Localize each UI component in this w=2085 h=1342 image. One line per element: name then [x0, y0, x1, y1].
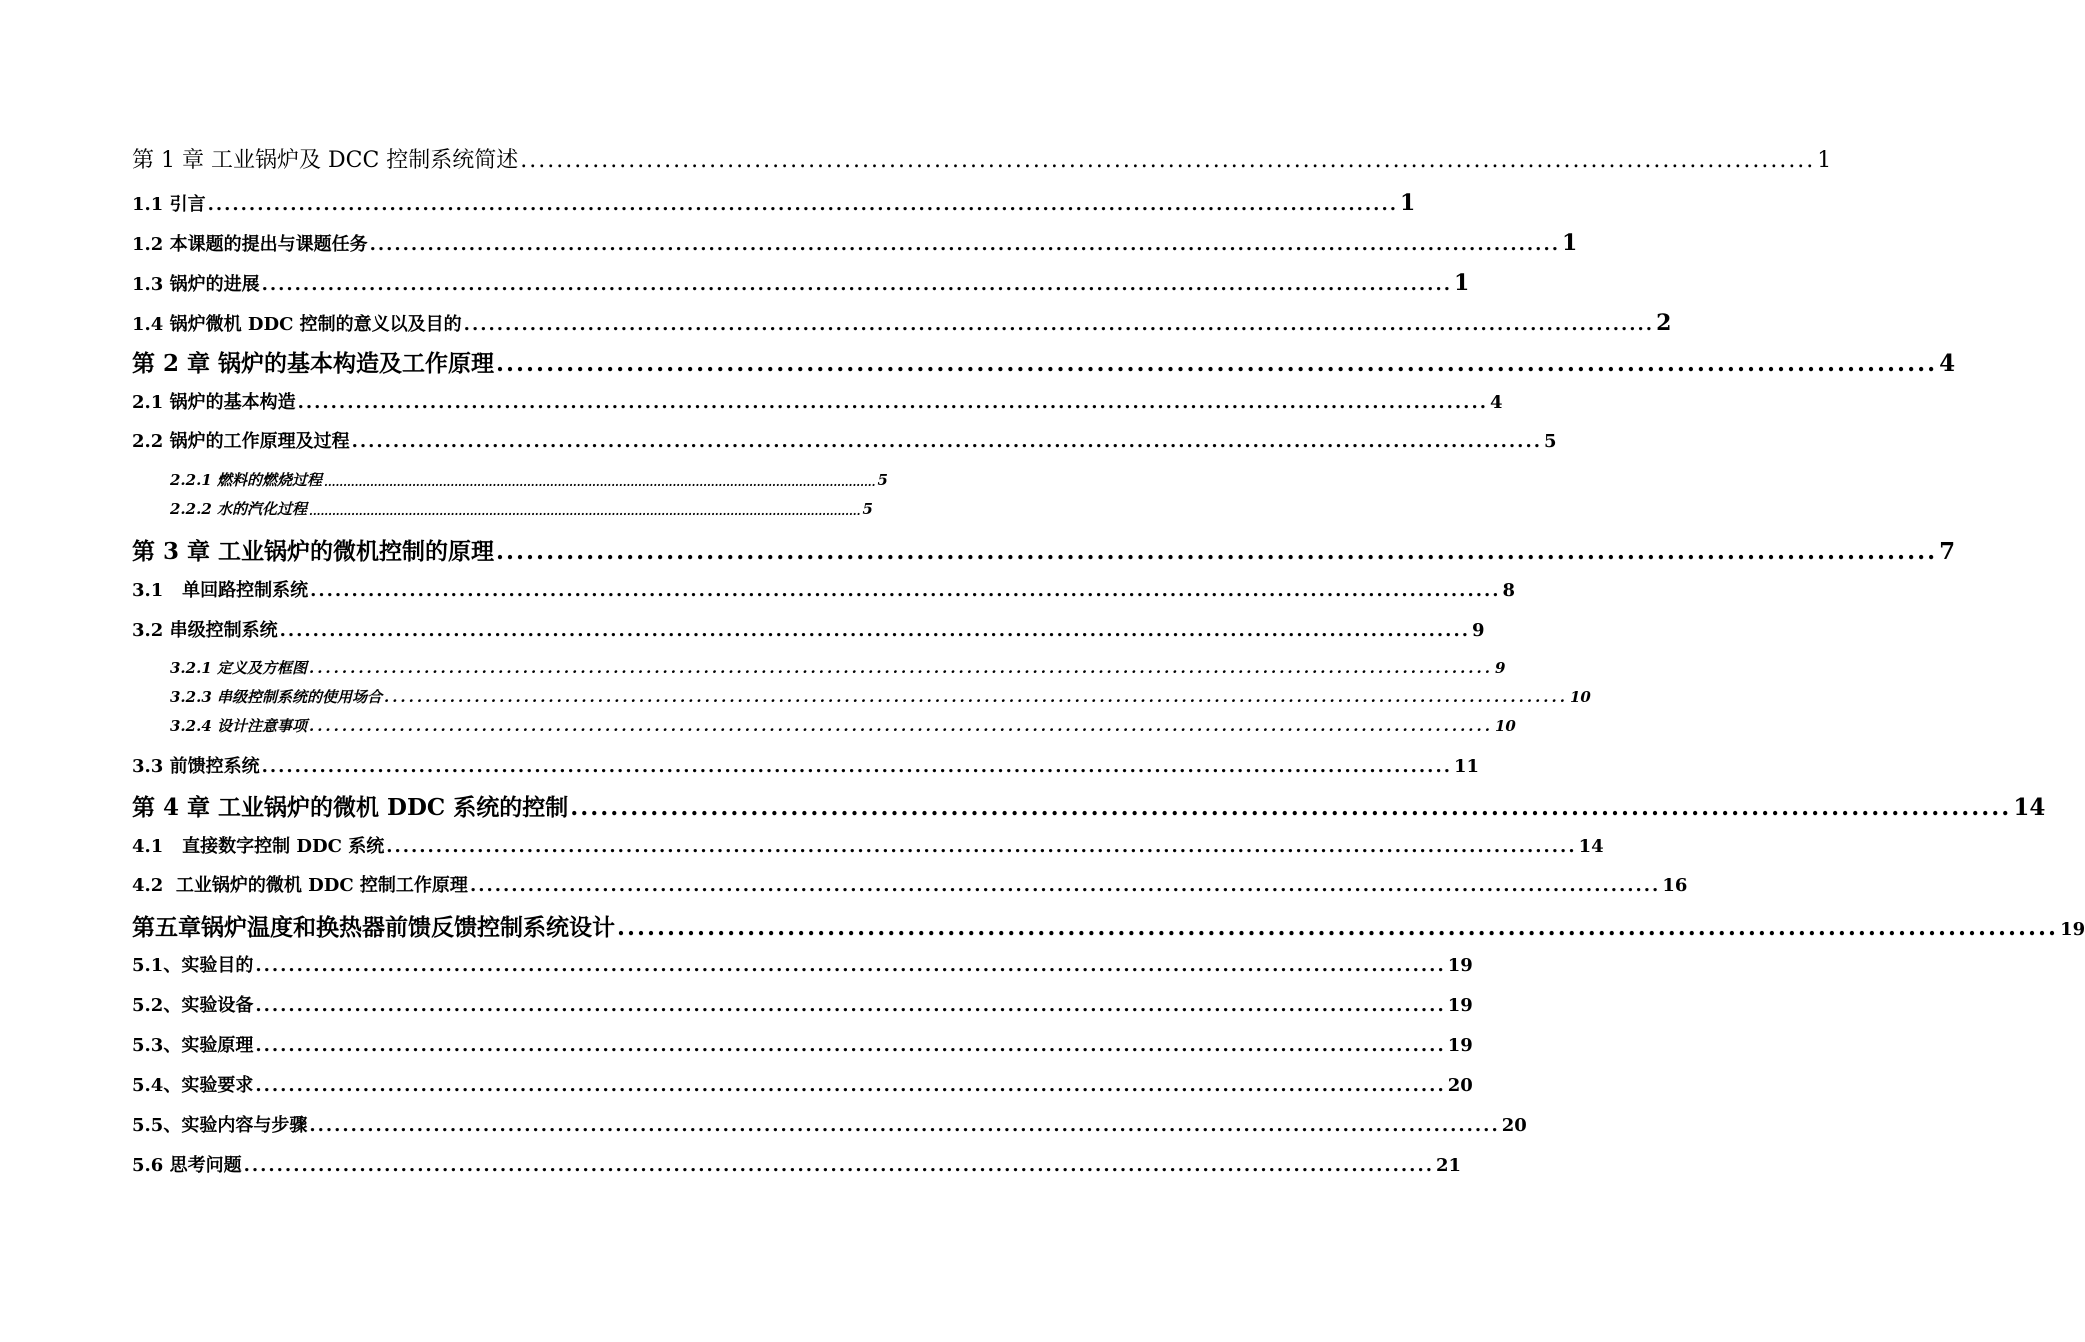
toc-entry-chapter-3[interactable]: [132, 538, 1956, 565]
toc-page-number: 4: [1489, 392, 1503, 413]
toc-entry-5-3[interactable]: [132, 1035, 1473, 1056]
toc-leader-dots: ................................................................................................................................................: [496, 350, 1938, 377]
toc-entry-title: 1.2 本课题的提出与课题任务: [132, 234, 368, 255]
toc-entry-title: 第 2 章 锅炉的基本构造及工作原理: [132, 350, 495, 377]
toc-entry-5-4[interactable]: [132, 1075, 1473, 1096]
toc-entry-title: 2.2 锅炉的工作原理及过程: [132, 431, 350, 452]
toc-entry-3-2[interactable]: [132, 620, 1485, 641]
toc-leader-dots: ................................................................................................................................................: [297, 392, 1488, 413]
toc-leader-dots: ................................................................................................................................................: [469, 875, 1661, 896]
toc-page-number: 5: [862, 500, 873, 518]
toc-entry-3-3[interactable]: [132, 756, 1480, 777]
toc-leader-dots: ................................................................................................................................................: [496, 538, 1938, 565]
toc-entry-2-2[interactable]: [132, 431, 1557, 452]
toc-entry-4-2[interactable]: [132, 875, 1688, 896]
toc-entry-title: 5.2、实验设备: [132, 995, 254, 1016]
toc-entry-5-5[interactable]: [132, 1115, 1527, 1136]
toc-entry-title: 5.5、实验内容与步骤: [132, 1115, 308, 1136]
toc-entry-1-3[interactable]: [132, 270, 1470, 296]
toc-page-number: 2: [1656, 310, 1672, 336]
toc-page-number: 9: [1471, 620, 1485, 641]
toc-entry-title: 5.3、实验原理: [132, 1035, 254, 1056]
toc-leader-dots: ................................................................................................................................................: [255, 1075, 1446, 1096]
toc-page-number: 10: [1569, 688, 1591, 706]
toc-entry-title: 2.2.2 水的汽化过程: [170, 500, 307, 518]
toc-page-number: 20: [1501, 1115, 1527, 1136]
toc-page-number: 14: [2013, 794, 2046, 821]
toc-entry-title: 3.2.1 定义及方框图: [170, 659, 307, 677]
toc-leader-dots: ................................................................................................................................................: [310, 580, 1501, 601]
toc-page-number: 1: [1817, 148, 1832, 173]
toc-entry-2-1[interactable]: [132, 392, 1503, 413]
toc-entry-chapter-5[interactable]: [132, 914, 2085, 941]
toc-leader-dots: ................................................................................................................................................: [323, 476, 876, 489]
toc-page-number: 21: [1435, 1155, 1462, 1176]
toc-entry-5-6[interactable]: [132, 1155, 1462, 1176]
toc-entry-title: 3.3 前馈控系统: [132, 756, 260, 777]
toc-leader-dots: ................................................................................................................................................: [308, 717, 1493, 735]
toc-leader-dots: ................................................................................................................................................: [309, 1115, 1500, 1136]
toc-page-number: 1: [1399, 190, 1416, 216]
toc-page-number: 19: [1447, 1035, 1473, 1056]
toc-page-number: 1: [1453, 270, 1470, 296]
toc-entry-title: 3.2 串级控制系统: [132, 620, 278, 641]
toc-entry-chapter-4[interactable]: [132, 794, 2046, 821]
toc-entry-title: 2.2.1 燃料的燃烧过程: [170, 471, 322, 489]
toc-leader-dots: ................................................................................................................................................: [520, 148, 1816, 173]
toc-entry-title: 第五章锅炉温度和换热器前馈反馈控制系统设计: [132, 914, 615, 941]
toc-page-number: 20: [1447, 1075, 1473, 1096]
toc-entry-3-2-4[interactable]: [170, 717, 1516, 735]
toc-entry-chapter-2[interactable]: [132, 350, 1956, 377]
toc-entry-3-2-1[interactable]: [170, 659, 1506, 677]
toc-page-number: 1: [1561, 230, 1578, 256]
toc-entry-title: 1.4 锅炉微机 DDC 控制的意义以及目的: [132, 314, 462, 335]
toc-leader-dots: ................................................................................................................................................: [308, 505, 861, 518]
toc-entry-title: 1.3 锅炉的进展: [132, 274, 260, 295]
toc-page-number: 11: [1453, 756, 1480, 777]
toc-page-number: 10: [1494, 717, 1516, 735]
toc-entry-title: 第 1 章 工业锅炉及 DCC 控制系统简述: [132, 148, 519, 173]
toc-page-number: 7: [1939, 538, 1956, 565]
toc-leader-dots: ................................................................................................................................................: [243, 1155, 1434, 1176]
toc-leader-dots: ................................................................................................................................................: [207, 194, 1398, 215]
toc-leader-dots: ................................................................................................................................................: [617, 914, 2059, 941]
toc-entry-title: 5.4、实验要求: [132, 1075, 254, 1096]
toc-page-number: 9: [1494, 659, 1506, 677]
toc-entry-1-2[interactable]: [132, 230, 1578, 256]
toc-page-number: 8: [1502, 580, 1516, 601]
toc-entry-1-4[interactable]: [132, 310, 1672, 336]
toc-leader-dots: ................................................................................................................................................: [463, 314, 1655, 335]
toc-leader-dots: ................................................................................................................................................: [570, 794, 2012, 821]
toc-entry-5-1[interactable]: [132, 955, 1473, 976]
toc-entry-title: 第 4 章 工业锅炉的微机 DDC 系统的控制: [132, 794, 569, 821]
toc-page-number: 19: [1447, 995, 1473, 1016]
toc-entry-title: 3.2.3 串级控制系统的使用场合: [170, 688, 382, 706]
toc-page-number: 5: [1543, 431, 1557, 452]
toc-page-number: 5: [877, 471, 888, 489]
toc-leader-dots: ................................................................................................................................................: [308, 659, 1493, 677]
toc-entry-3-2-3[interactable]: [170, 688, 1591, 706]
toc-entry-3-1[interactable]: [132, 580, 1516, 601]
toc-entry-title: 3.1 单回路控制系统: [132, 580, 309, 601]
toc-leader-dots: ................................................................................................................................................: [261, 274, 1452, 295]
toc-entry-title: 4.1 直接数字控制 DDC 系统: [132, 836, 385, 857]
toc-entry-chapter-1[interactable]: [132, 148, 1832, 173]
toc-leader-dots: ................................................................................................................................................: [383, 688, 1568, 706]
toc-leader-dots: ................................................................................................................................................: [369, 234, 1560, 255]
toc-entry-2-2-1[interactable]: [170, 471, 888, 489]
toc-entry-1-1[interactable]: [132, 190, 1416, 216]
toc-leader-dots: ................................................................................................................................................: [279, 620, 1470, 641]
toc-entry-title: 1.1 引言: [132, 194, 206, 215]
toc-entry-title: 3.2.4 设计注意事项: [170, 717, 307, 735]
toc-page-number: 14: [1578, 836, 1604, 857]
toc-leader-dots: ................................................................................................................................................: [255, 995, 1446, 1016]
toc-page-number: 4: [1939, 350, 1956, 377]
toc-leader-dots: ................................................................................................................................................: [386, 836, 1577, 857]
toc-leader-dots: ................................................................................................................................................: [261, 756, 1452, 777]
toc-entry-title: 第 3 章 工业锅炉的微机控制的原理: [132, 538, 495, 565]
toc-entry-2-2-2[interactable]: [170, 500, 873, 518]
toc-leader-dots: ................................................................................................................................................: [255, 955, 1446, 976]
toc-entry-title: 4.2 工业锅炉的微机 DDC 控制工作原理: [132, 875, 468, 896]
toc-leader-dots: ................................................................................................................................................: [351, 431, 1542, 452]
toc-entry-4-1[interactable]: [132, 836, 1604, 857]
toc-leader-dots: ................................................................................................................................................: [255, 1035, 1446, 1056]
toc-page-number: 19: [2060, 919, 2085, 940]
toc-entry-title: 5.6 思考问题: [132, 1155, 242, 1176]
toc-entry-title: 5.1、实验目的: [132, 955, 254, 976]
toc-entry-5-2[interactable]: [132, 995, 1473, 1016]
toc-page-number: 16: [1662, 875, 1688, 896]
toc-entry-title: 2.1 锅炉的基本构造: [132, 392, 296, 413]
toc-page-number: 19: [1447, 955, 1473, 976]
